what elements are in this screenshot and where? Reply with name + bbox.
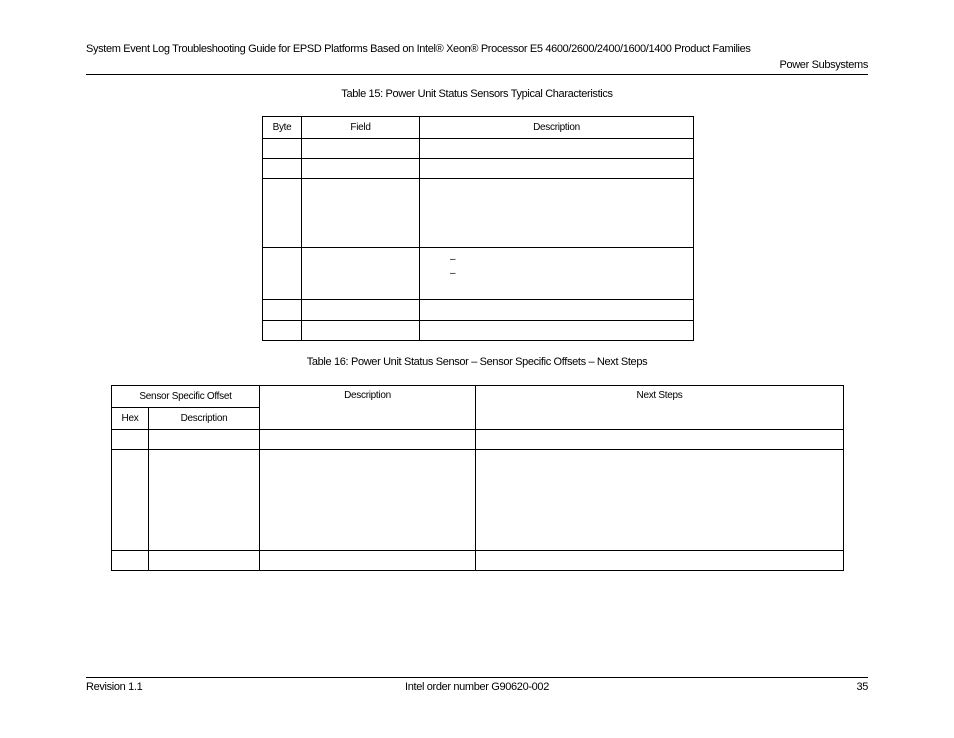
column-header-description: Description [420, 117, 694, 139]
table-row [112, 551, 844, 571]
list-dash-marker: – [450, 254, 456, 265]
table-16-caption: Table 16: Power Unit Status Sensor – Sensor Specific Offsets – Next Steps [306, 356, 648, 368]
column-header-next-steps: Next Steps [476, 386, 844, 430]
column-header-byte: Byte [263, 117, 302, 139]
table-row [263, 321, 694, 341]
table-row [263, 139, 694, 159]
table-row [263, 159, 694, 179]
column-header-field: Field [302, 117, 420, 139]
page-number: 35 [856, 681, 868, 693]
footer-divider [86, 677, 868, 678]
list-dash-marker: – [450, 268, 456, 279]
table-16-header-row [112, 386, 844, 408]
table-16 [111, 385, 844, 571]
order-number: Intel order number G90620-002 [405, 681, 549, 693]
column-header-description: Description [260, 386, 476, 430]
table-row [263, 300, 694, 321]
document-title: System Event Log Troubleshooting Guide for EPSD Platforms Based on Intel® Xeon® Processor E5 4600/2600/2400/1600/1400 Product Families [86, 43, 751, 55]
column-header-hex: Hex [112, 408, 149, 430]
revision-label: Revision 1.1 [86, 681, 143, 693]
table-15-caption: Table 15: Power Unit Status Sensors Typical Characteristics [341, 88, 613, 100]
table-row [263, 248, 694, 300]
table-row [112, 430, 844, 450]
table-15 [262, 116, 694, 341]
section-title: Power Subsystems [779, 59, 868, 71]
table-row [263, 179, 694, 248]
table-15-header-row [263, 117, 694, 139]
table-row [112, 450, 844, 551]
header-divider [86, 74, 868, 75]
column-header-offset-description: Description [149, 408, 260, 430]
column-header-sensor-specific-offset: Sensor Specific Offset [112, 386, 260, 408]
